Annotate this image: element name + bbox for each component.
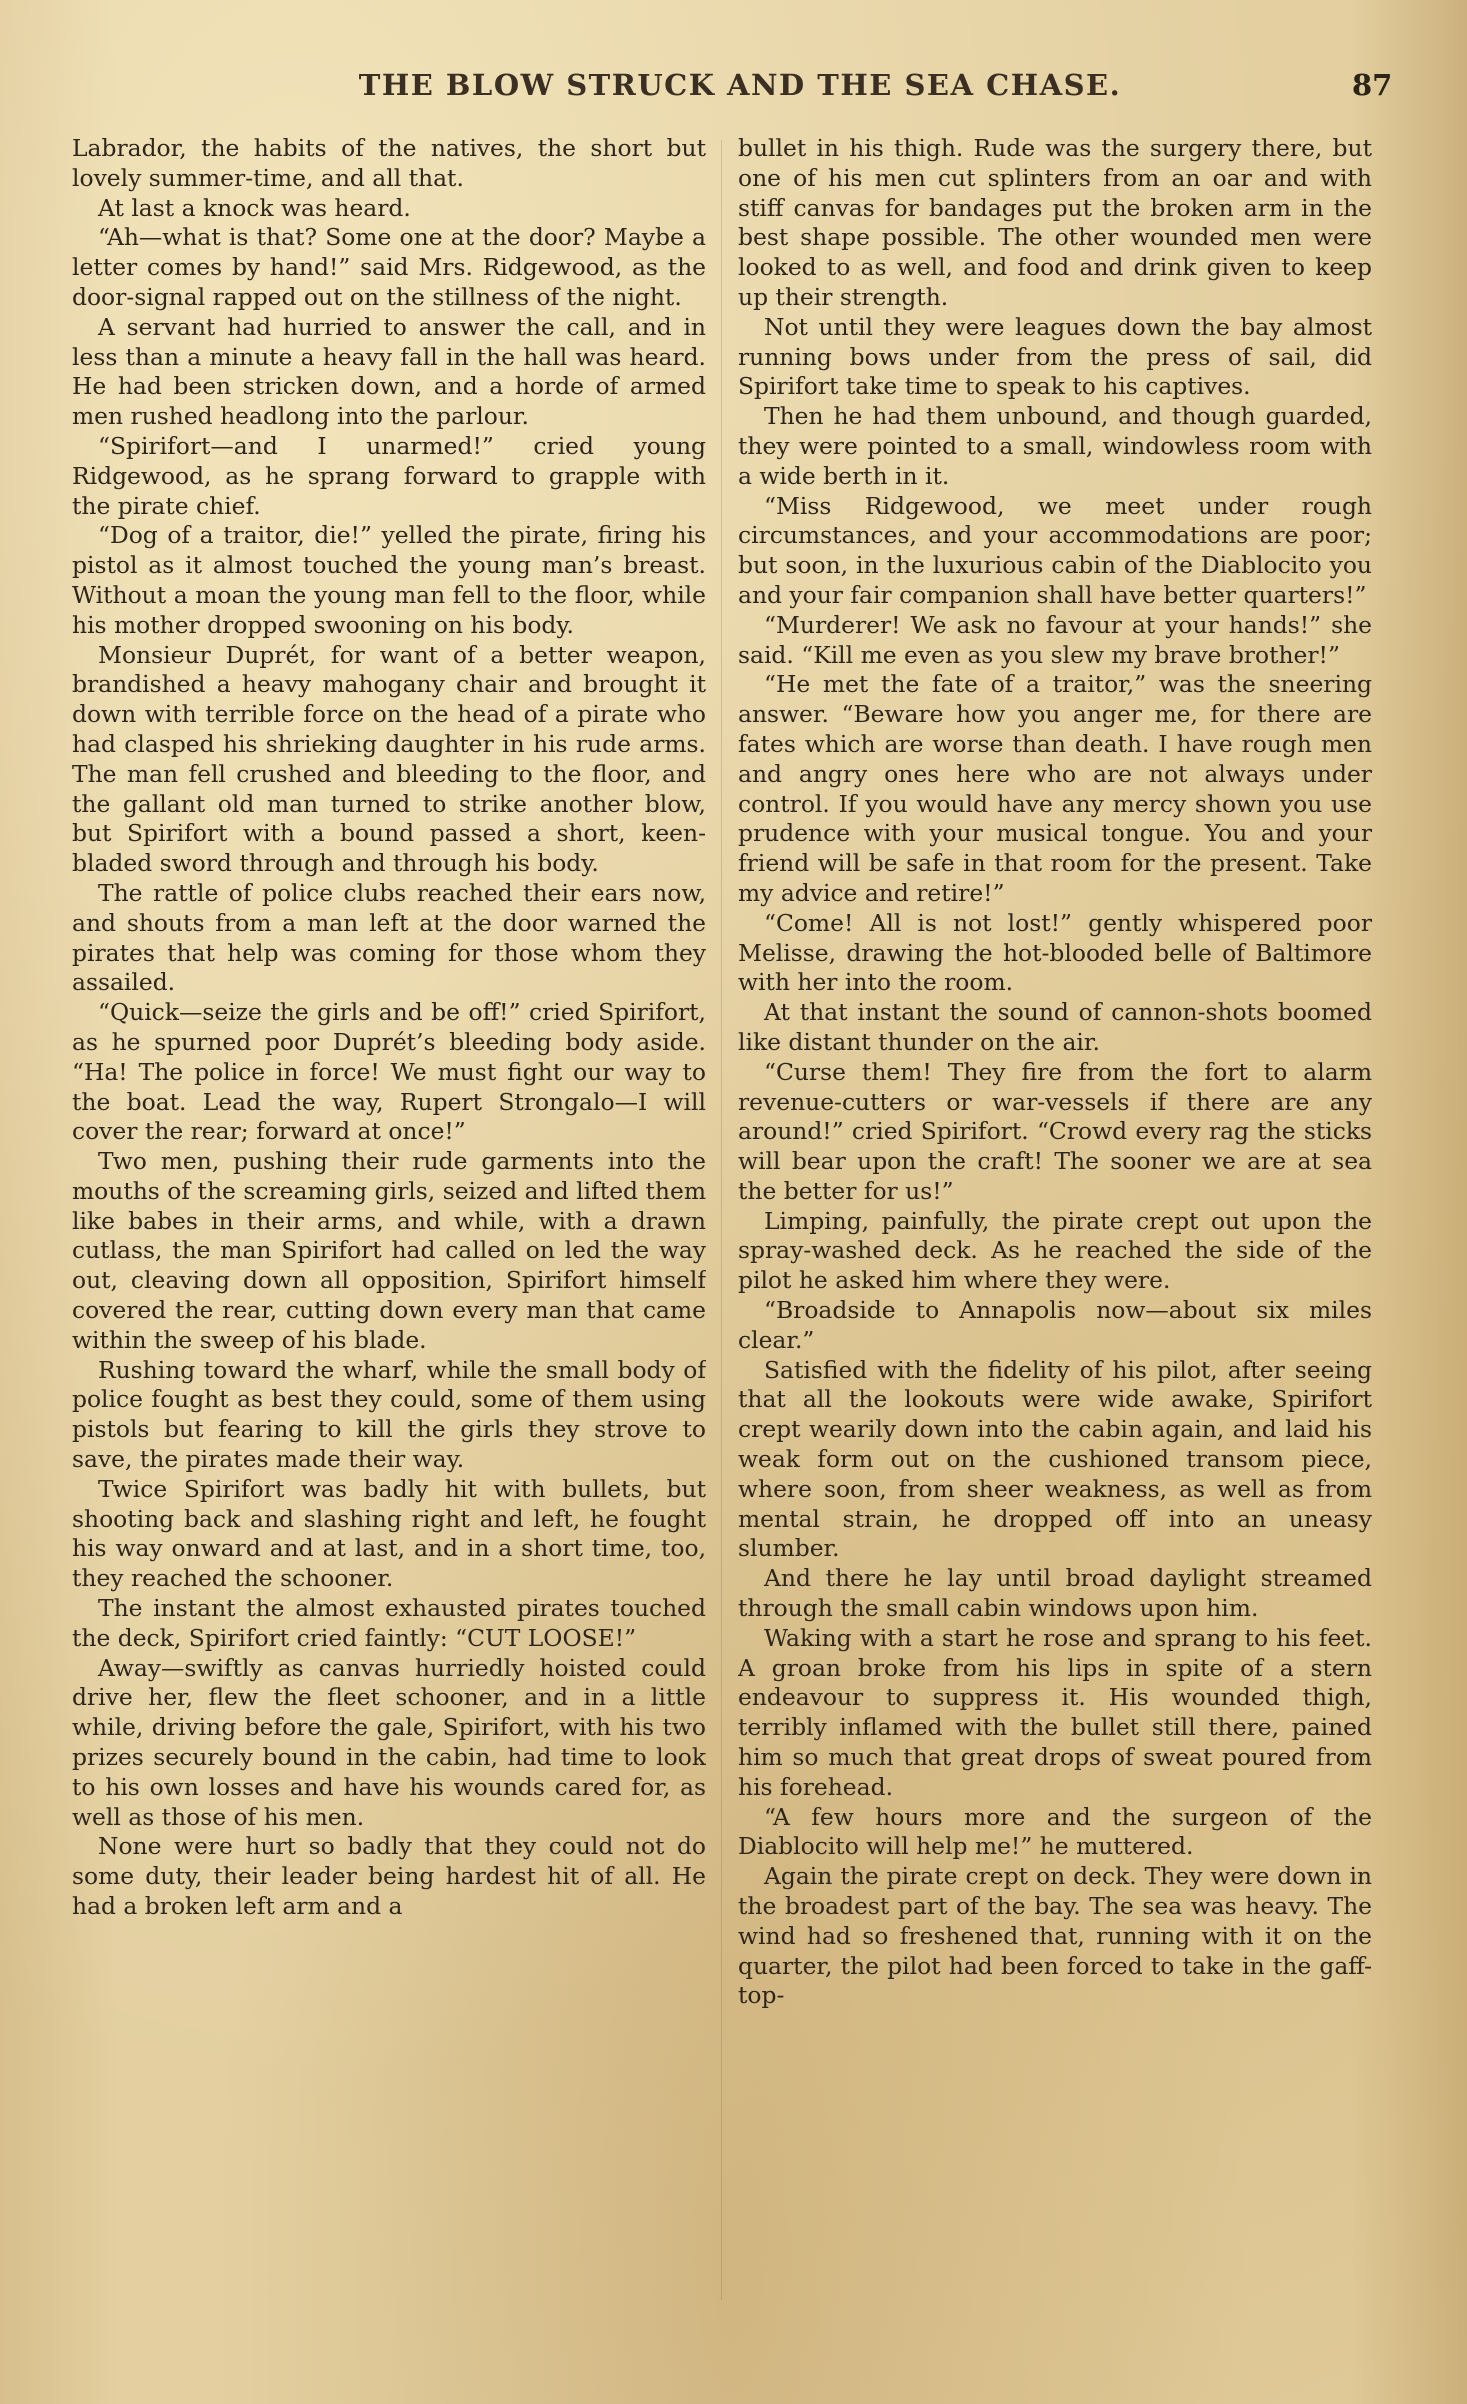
paragraph: A servant had hurried to answer the call, and in less than a minute a heavy fall in the hall was heard. He had been stricken down, and a horde of armed men rushed headlong into the parlour.	[72, 312, 706, 431]
paragraph: The instant the almost exhausted pirates touched the deck, Spirifort cried faintly: “CUT LOOSE!”	[72, 1594, 706, 1652]
running-title: THE BLOW STRUCK AND THE SEA CHASE.	[358, 68, 1122, 102]
paragraph: bullet in his thigh. Rude was the surgery there, but one of his men cut splinters from an oar and with stiff canvas for bandages put the broken arm in the best shape possible. The other wounded men were looked to as well, and food and drink given to keep up their strength.	[738, 134, 1372, 311]
paragraph: “Miss Ridgewood, we meet under rough circumstances, and your accommodations are poor; but soon, in the luxurious cabin of the Diablocito you and your fair companion shall have better quarters!”	[738, 491, 1372, 609]
left-column	[72, 134, 706, 2304]
right-column	[738, 134, 1372, 2304]
paragraph: Labrador, the habits of the natives, the short but lovely summer-time, and all that.	[72, 134, 706, 192]
paragraph: Not until they were leagues down the bay almost running bows under from the press of sail, did Spirifort take time to speak to his captives.	[738, 312, 1372, 401]
paragraph: “Spirifort—and I unarmed!” cried young Ridgewood, as he sprang forward to grapple with the pirate chief.	[72, 431, 706, 520]
paragraph: “Curse them! They fire from the fort to alarm revenue-cutters or war-vessels if there are any around!” cried Spirifort. “Crowd every rag the sticks will bear upon the craft! The sooner we are at sea the better for us!”	[738, 1057, 1372, 1205]
paragraph: “Come! All is not lost!” gently whispered poor Melisse, drawing the hot-blooded belle of Baltimore with her into the room.	[738, 908, 1372, 997]
paragraph: Away—swiftly as canvas hurriedly hoisted could drive her, flew the fleet schooner, and in a little while, driving before the gale, Spirifort, with his two prizes securely bound in the cabin, had time to look to his own losses and have his wounds cared for, as well as those of his men.	[72, 1653, 706, 1831]
paragraph: Monsieur Duprét, for want of a better weapon, brandished a heavy mahogany chair and brought it down with terrible force on the head of a pirate who had clasped his shrieking daughter in his rude arms. The man fell crushed and bleeding to the floor, and the gallant old man turned to strike another blow, but Spirifort with a bound passed a short, keen-bladed sword through and through his body.	[72, 640, 706, 878]
paragraph: Rushing toward the wharf, while the small body of police fought as best they could, some of them using pistols but fearing to kill the girls they strove to save, the pirates made their way.	[72, 1355, 706, 1474]
paragraph: “A few hours more and the surgeon of the Diablocito will help me!” he muttered.	[738, 1802, 1372, 1861]
paragraph: And there he lay until broad daylight streamed through the small cabin windows upon him.	[738, 1564, 1372, 1623]
paragraph: Limping, painfully, the pirate crept out upon the spray-washed deck. As he reached the side of the pilot he asked him where they were.	[738, 1206, 1372, 1295]
paragraph: The rattle of police clubs reached their ears now, and shouts from a man left at the door warned the pirates that help was coming for those whom they assailed.	[72, 878, 706, 997]
paragraph: “Ah—what is that? Some one at the door? Maybe a letter comes by hand!” said Mrs. Ridgewood, as the door-signal rapped out on the stillness of the night.	[72, 223, 706, 311]
paragraph: “Broadside to Annapolis now—about six miles clear.”	[738, 1296, 1372, 1354]
paragraph: “Quick—seize the girls and be off!” cried Spirifort, as he spurned poor Duprét’s bleeding body aside. “Ha! The police in force! We must fight our way to the boat. Lead the way, Rupert Strongalo—I will cover the rear; forward at once!”	[72, 998, 706, 1146]
paragraph: At that instant the sound of cannon-shots boomed like distant thunder on the air.	[738, 998, 1372, 1056]
paragraph: None were hurt so badly that they could not do some duty, their leader being hardest hit of all. He had a broken left arm and a	[72, 1832, 706, 1921]
paragraph: Waking with a start he rose and sprang to his feet. A groan broke from his lips in spite of a stern endeavour to suppress it. His wounded thigh, terribly inflamed with the bullet still there, pained him so much that great drops of sweat poured from his forehead.	[738, 1623, 1372, 1801]
paragraph: Satisfied with the fidelity of his pilot, after seeing that all the lookouts were wide awake, Spirifort crept wearily down into the cabin again, and laid his weak form out on the cushioned transom piece, where soon, from sheer weakness, as well as from mental strain, he dropped off into an uneasy slumber.	[738, 1355, 1372, 1563]
paragraph: At last a knock was heard.	[98, 193, 411, 222]
paragraph: Two men, pushing their rude garments into the mouths of the screaming girls, seized and lifted them like babes in their arms, and while, with a drawn cutlass, the man Spirifort had called on led the way out, cleaving down all opposition, Spirifort himself covered the rear, cutting down every man that came within the sweep of his blade.	[72, 1147, 706, 1354]
running-header	[0, 68, 1467, 112]
paragraph: “He met the fate of a traitor,” was the sneering answer. “Beware how you anger me, for there are fates which are worse than death. I have rough men and angry ones here who are not always under control. If you would have any mercy shown you use prudence with your musical tongue. You and your friend will be safe in that room for the present. Take my advice and retire!”	[738, 670, 1372, 907]
page-number: 87	[1352, 68, 1393, 102]
paragraph: Twice Spirifort was badly hit with bullets, but shooting back and slashing right and left, he fought his way onward and at last, and in a short time, too, they reached the schooner.	[72, 1474, 706, 1593]
paragraph: “Dog of a traitor, die!” yelled the pirate, firing his pistol as it almost touched the young man’s breast. Without a moan the young man fell to the floor, while his mother dropped swooning on his body.	[72, 521, 706, 639]
paragraph: Then he had them unbound, and though guarded, they were pointed to a small, windowless room with a wide berth in it.	[738, 402, 1372, 490]
column-divider	[721, 140, 722, 2300]
paragraph: “Murderer! We ask no favour at your hands!” she said. “Kill me even as you slew my brave brother!”	[738, 610, 1372, 669]
paragraph: Again the pirate crept on deck. They were down in the broadest part of the bay. The sea was heavy. The wind had so freshened that, running with it on the quarter, the pilot had been forced to take in the gaff-top-	[738, 1862, 1372, 2010]
